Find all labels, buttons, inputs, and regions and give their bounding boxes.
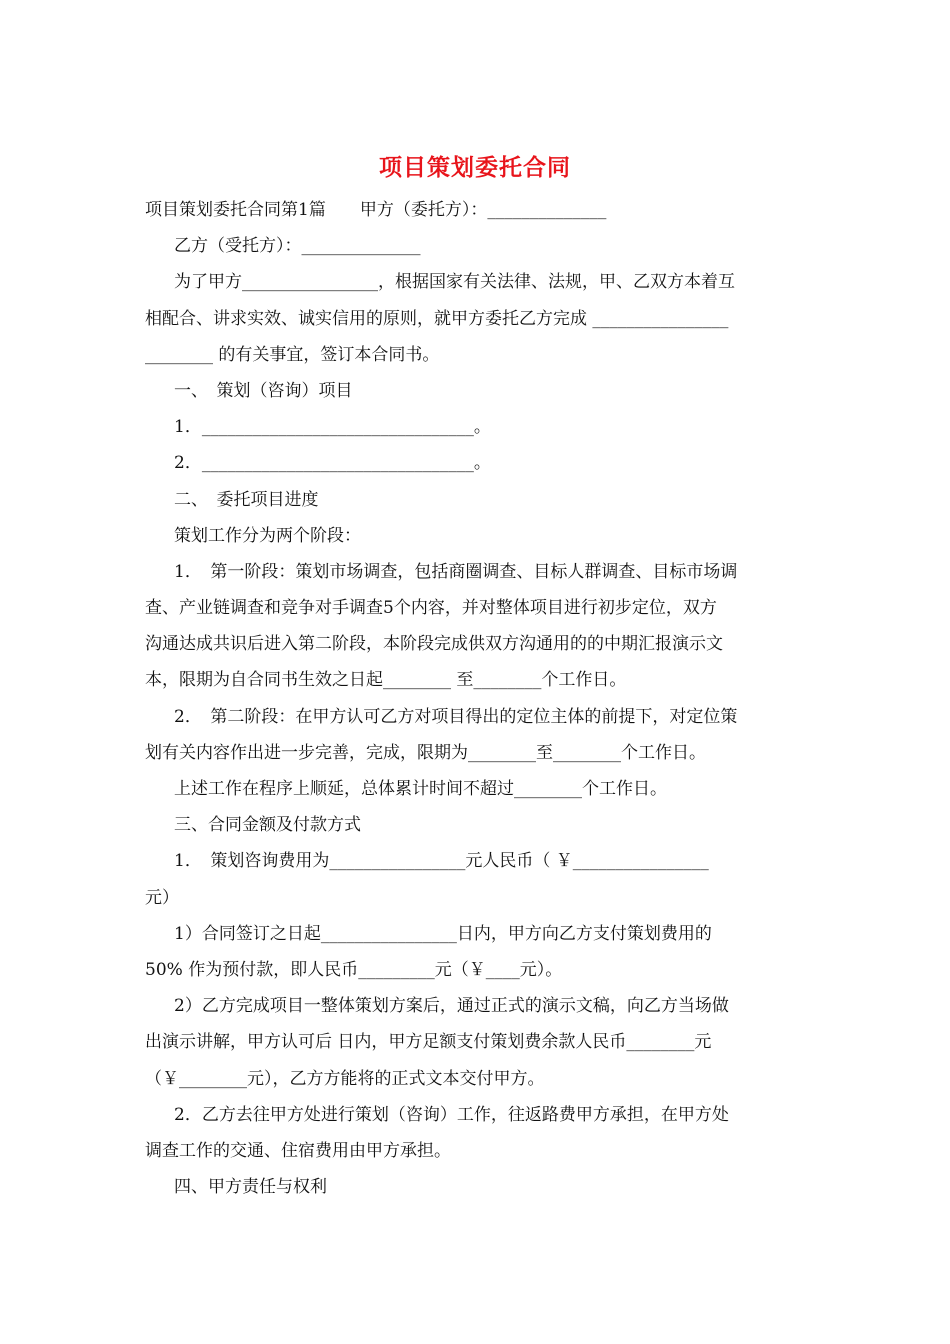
paragraph-line: 本，限期为自合同书生效之日起________ 至________个工作日。 [145, 670, 627, 691]
paragraph-line: 三、合同金额及付款方式 [174, 815, 361, 836]
paragraph-line: 2．________________________________。 [174, 453, 491, 474]
paragraph-line: 50% 作为预付款，即人民币_________元（￥____元）。 [145, 959, 563, 980]
paragraph-line: 元） [145, 887, 179, 908]
paragraph-line: 2． 第二阶段：在甲方认可乙方对项目得出的定位主体的前提下，对定位策 [174, 706, 738, 727]
paragraph-line: 策划工作分为两个阶段： [174, 525, 361, 546]
paragraph-line: 查、产业链调查和竞争对手调查5个内容，并对整体项目进行初步定位，双方 [145, 598, 717, 619]
paragraph-line: 沟通达成共识后进入第二阶段，本阶段完成供双方沟通用的的中期汇报演示文 [145, 634, 723, 655]
paragraph-line: 四、甲方责任与权利 [174, 1177, 327, 1198]
paragraph-line: 1）合同签订之日起________________日内，甲方向乙方支付策划费用的 [174, 923, 712, 944]
paragraph-line: 1．________________________________。 [174, 417, 491, 438]
paragraph-line: 一、 策划（咨询）项目 [174, 380, 353, 401]
paragraph-line: 上述工作在程序上顺延，总体累计时间不超过________个工作日。 [174, 779, 667, 799]
document-body [145, 192, 810, 1205]
paragraph-line: （￥________元），乙方方能将的正式文本交付甲方。 [145, 1068, 545, 1089]
paragraph-line: 1． 第一阶段：策划市场调查，包括商圈调查、目标人群调查、目标市场调 [174, 561, 738, 582]
paragraph-line: 2．乙方去往甲方处进行策划（咨询）工作，往返路费甲方承担，在甲方处 [174, 1104, 729, 1125]
paragraph-line: 二、 委托项目进度 [174, 489, 319, 510]
paragraph-line: 为了甲方________________，根据国家有关法律、法规，甲、乙双方本着互 [174, 272, 735, 293]
document-title: 项目策划委托合同 [379, 154, 571, 181]
paragraph-line: 相配合、讲求实效、诚实信用的原则，就甲方委托乙方完成 ________________ [145, 308, 729, 329]
paragraph-line: 出演示讲解，甲方认可后 日内，甲方足额支付策划费余款人民币________元 [145, 1032, 712, 1053]
paragraph-line: ________ 的有关事宜，签订本合同书。 [145, 344, 440, 365]
paragraph-line: 1． 策划咨询费用为________________元人民币（ ￥________________ [174, 851, 709, 872]
paragraph-line: 调查工作的交通、住宿费用由甲方承担。 [145, 1140, 451, 1161]
paragraph-line: 2）乙方完成项目一整体策划方案后，通过正式的演示文稿，向乙方当场做 [174, 996, 729, 1017]
paragraph-line: 乙方（受托方）：______________ [174, 236, 421, 257]
paragraph-line: 划有关内容作出进一步完善，完成，限期为________至________个工作日。 [145, 742, 706, 763]
paragraph-line: 项目策划委托合同第1篇 甲方（委托方）：______________ [145, 200, 607, 220]
